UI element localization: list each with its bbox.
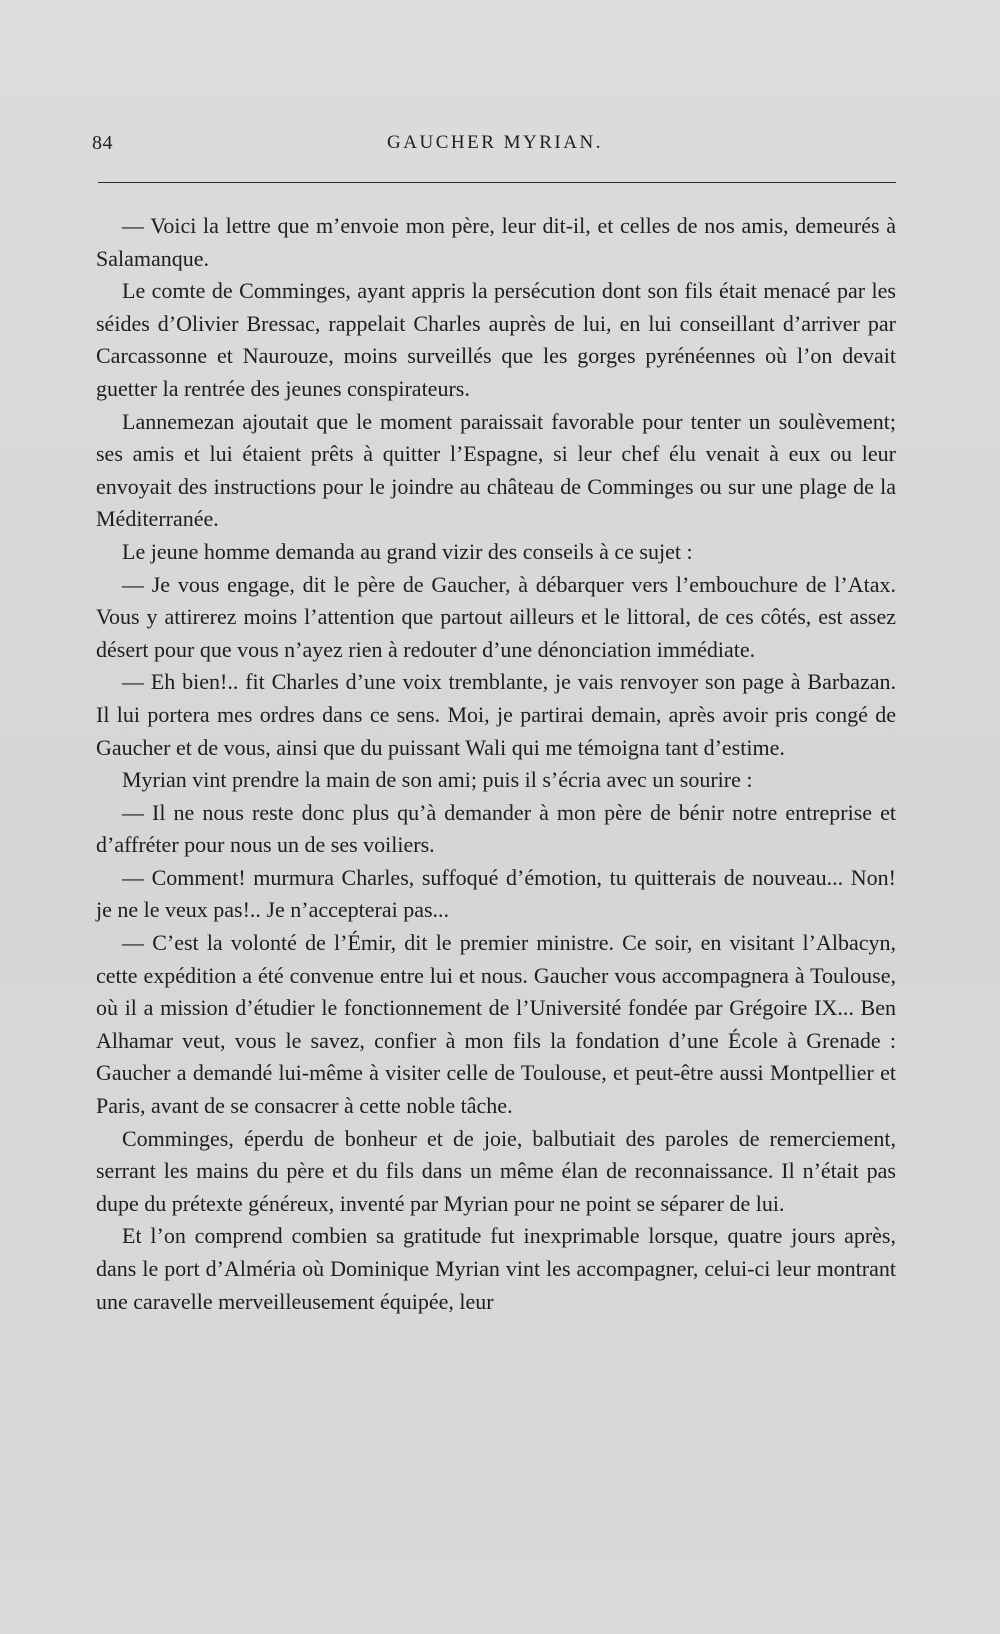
paragraph: Le comte de Comminges, ayant appris la persécution dont son fils était menacé par les séides d’Olivier Bressac, rappelait Charles auprès de lui, en lui conseillant d’arriver par Carcassonne et Naurouze, moins surveillés que les gorges pyrénéennes où l’on devait guetter la rentrée des jeunes conspirateurs. [96,278,896,401]
paragraph: — C’est la volonté de l’Émir, dit le premier ministre. Ce soir, en visitant l’Albacyn, cette expédition a été convenue entre lui et nous. Gaucher vous accompagnera à Toulouse, où il a mission d’étudier le fonctionnement de l’Université fondée par Grégoire IX... Ben Alhamar veut, vous le savez, confier à mon fils la fondation d’une École à Grenade : Gaucher a demandé lui-même à visiter celle de Toulouse, et peut-être aussi Montpellier et Paris, avant de se consacrer à cette noble tâche. [96,930,896,1119]
paragraph: Lannemezan ajoutait que le moment paraissait favorable pour tenter un soulèvement; ses amis et lui étaient prêts à quitter l’Espagne, si leur chef élu venait à eux ou leur envoyait des instructions pour le joindre au château de Comminges ou sur une plage de la Méditerranée. [96,408,896,532]
paragraph: Le jeune homme demanda au grand vizir des conseils à ce sujet : [122,538,693,564]
paragraph: — Eh bien!.. fit Charles d’une voix tremblante, je vais renvoyer son page à Barbazan. Il lui portera mes ordres dans ce sens. Moi, je partirai demain, après avoir pris congé de Gaucher et de vous, ainsi que du puissant Wali qui me témoigna tant d’estime. [96,669,896,760]
paragraph: — Voici la lettre que m’envoie mon père, leur dit-il, et celles de nos amis, demeurés à Salamanque. [96,213,896,271]
paragraph: Et l’on comprend combien sa gratitude fut inexprimable lorsque, quatre jours après, dans le port d’Alméria où Dominique Myrian vint les accompagner, celui-ci leur montrant une caravelle merveilleusement équipée, leur [96,1223,896,1314]
running-title: GAUCHER MYRIAN. [387,132,603,153]
body-text [96,210,896,1318]
paragraph: — Comment! murmura Charles, suffoqué d’émotion, tu quitterais de nouveau... Non! je ne le veux pas!.. Je n’accepterai pas... [96,864,896,923]
paragraph: Myrian vint prendre la main de son ami; puis il s’écria avec un sourire : [122,767,753,793]
header-rule [98,182,896,183]
page-number: 84 [92,132,113,154]
paragraph: — Il ne nous reste donc plus qu’à demander à mon père de bénir notre entreprise et d’affréter pour nous un de ses voiliers. [96,799,896,858]
page-header [92,132,898,162]
paragraph: Comminges, éperdu de bonheur et de joie, balbutiait des paroles de remerciement, serrant les mains du père et du fils dans un même élan de reconnaissance. Il n’était pas dupe du prétexte généreux, inventé par Myrian pour ne point se séparer de lui. [96,1125,896,1216]
paragraph: — Je vous engage, dit le père de Gaucher, à débarquer vers l’embouchure de l’Atax. Vous y attirerez moins l’attention que partout ailleurs et le littoral, de ces côtés, est assez désert pour que vous n’ayez rien à redouter d’une dénonciation immédiate. [96,571,896,662]
